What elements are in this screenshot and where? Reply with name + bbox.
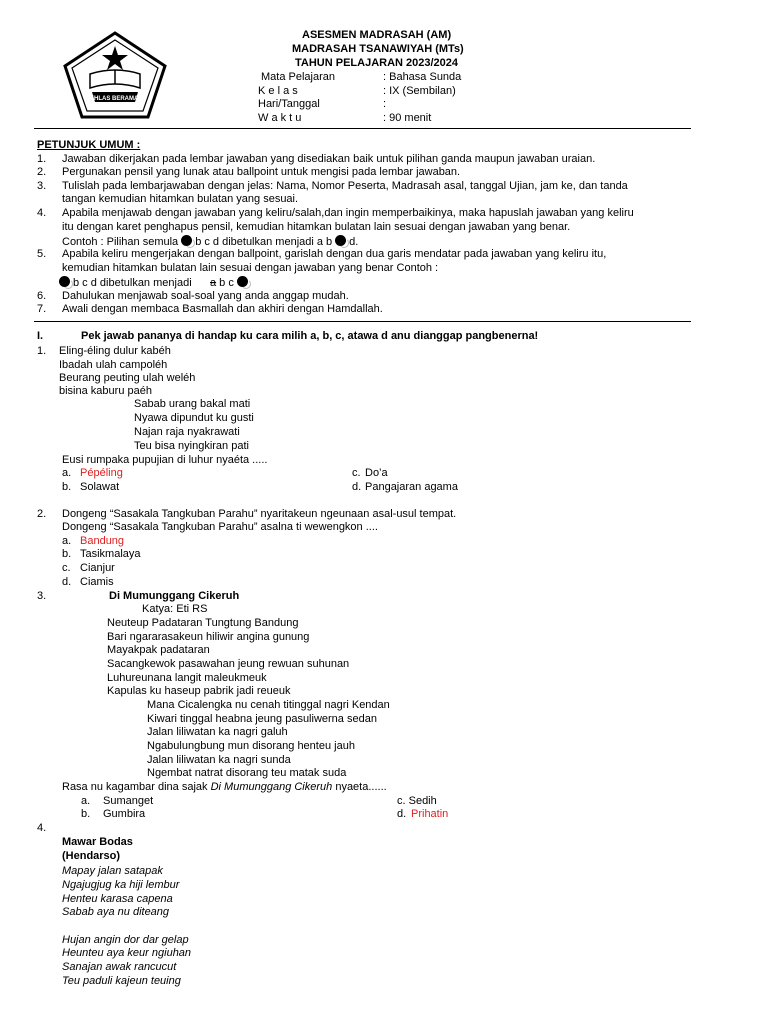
petunjuk-line: Jawaban dikerjakan pada lembar jawaban yang disediakan baik untuk pilihan ganda maupun jawaban uraian.	[62, 153, 596, 165]
question-num: 2.	[37, 508, 47, 520]
option-key[interactable]: c.	[62, 562, 71, 574]
filled-bubble-icon	[335, 235, 346, 246]
poem-line: Neuteup Padataran Tungtung Bandung	[107, 617, 299, 629]
struck-answer: a	[209, 277, 217, 289]
section-instruction: Pek jawab pananya di handap ku cara milih a, b, c, atawa d anu dianggap pangbenerna!	[81, 330, 539, 342]
madrasah-logo	[62, 30, 168, 120]
petunjuk-num: 7.	[37, 303, 47, 315]
option-key[interactable]: b.	[62, 481, 72, 493]
poem-line: Luhureunana langit maleukmeuk	[107, 672, 267, 684]
question-num: 1.	[37, 345, 47, 357]
poem-line: Teu bisa nyingkiran pati	[134, 440, 249, 452]
question-text	[62, 781, 387, 794]
petunjuk-line: Apabila menjawab dengan jawaban yang keliru/salah,dan ingin memperbaikinya, maka hapuslah jawaban yang keliru	[62, 207, 634, 219]
petunjuk-line: Apabila keliru mengerjakan dengan ballpoint, garislah dengan dua garis mendatar pada jawaban yang keliru itu,	[62, 248, 607, 260]
question-text: Eusi rumpaka pupujian di luhur nyaéta .....	[62, 454, 268, 466]
petunjuk-line: Tulislah pada lembarjawaban dengan jelas: Nama, Nomor Peserta, Madrasah asal, tanggal Ujian, jam ke, dan tanda	[62, 180, 628, 192]
poem-line: Ngajugjug ka hiji lembur	[62, 879, 180, 891]
question-text-post: nyaeta......	[332, 781, 387, 793]
petunjuk-num: 4.	[37, 207, 47, 219]
question-text: Dongeng “Sasakala Tangkuban Parahu” asalna ti wewengkon ....	[62, 521, 378, 533]
petunjuk-num: 6.	[37, 290, 47, 302]
poem-line: Teu paduli kajeun teuing	[62, 975, 181, 987]
header-title-3: TAHUN PELAJARAN 2023/2024	[295, 57, 459, 69]
info-value-time: : 90 menit	[383, 112, 432, 124]
petunjuk-num: 3.	[37, 180, 47, 192]
info-label-time: W a k t u	[258, 112, 302, 124]
poem-line: Ibadah ulah campoléh	[59, 359, 168, 371]
poem-line: Bari ngararasakeun hiliwir angina gunung	[107, 631, 310, 643]
svg-text:IKHLAS BERAMAL: IKHLAS BERAMAL	[88, 96, 142, 102]
filled-bubble-icon	[237, 276, 248, 287]
section-num: I.	[37, 330, 44, 342]
option-text[interactable]: c. Sedih	[397, 795, 437, 807]
petunjuk-line: Awali dengan membaca Basmallah dan akhiri dengan Hamdallah.	[62, 303, 383, 315]
petunjuk-heading: PETUNJUK UMUM :	[37, 139, 141, 151]
contoh-4-text-c: d.	[349, 236, 359, 248]
contoh-4-text-a: Contoh : Pilihan semula	[62, 236, 179, 248]
petunjuk-line: tangan kemudian hitamkan bulatan yang sesuai.	[62, 193, 299, 205]
option-key[interactable]: d.	[352, 481, 362, 493]
poem-line: Ngembat natrat disorang teu matak suda	[147, 767, 347, 779]
option-text[interactable]: Pangajaran agama	[365, 481, 458, 493]
poem-line: Kapulas ku haseup pabrik jadi reueuk	[107, 685, 291, 697]
option-key[interactable]: a.	[62, 535, 72, 547]
poem-line: Hujan angin dor dar gelap	[62, 934, 189, 946]
info-value-class: : IX (Sembilan)	[383, 85, 456, 97]
petunjuk-num: 1.	[37, 153, 47, 165]
option-key[interactable]: d.	[397, 808, 407, 820]
poem-line: Mapay jalan satapak	[62, 865, 163, 877]
poem-line: Mana Cicalengka nu cenah titinggal nagri Kendan	[147, 699, 390, 711]
info-value-date: :	[383, 98, 387, 110]
question-num: 4.	[37, 822, 47, 834]
info-label-subject: Mata Pelajaran	[261, 71, 335, 83]
question-text-italic: Di Mumunggang Cikeruh	[210, 781, 333, 793]
poem-line: Jalan liliwatan ka nagri galuh	[147, 726, 288, 738]
header-divider	[34, 128, 691, 129]
contoh-5-text-b: b c	[219, 277, 234, 289]
option-text[interactable]: Ciamis	[80, 576, 114, 588]
poem-line: Nyawa dipundut ku gusti	[134, 412, 254, 424]
option-correct[interactable]: Prihatin	[411, 808, 449, 820]
option-key[interactable]: b.	[81, 808, 91, 820]
petunjuk-num: 2.	[37, 166, 47, 178]
section-divider	[34, 321, 691, 322]
option-key[interactable]: a.	[62, 467, 72, 479]
option-text[interactable]: Sumanget	[103, 795, 154, 807]
filled-bubble-icon	[181, 235, 192, 246]
poem-line: Heunteu aya keur ngiuhan	[62, 947, 192, 959]
option-key[interactable]: b.	[62, 548, 72, 560]
poem-author: (Hendarso)	[62, 850, 121, 862]
option-text[interactable]: Gumbira	[103, 808, 146, 820]
poem-line: Sacangkewok pasawahan jeung rewuan suhunan	[107, 658, 350, 670]
option-key[interactable]: c.	[352, 467, 361, 479]
petunjuk-line: Pergunakan pensil yang lunak atau ballpoint untuk mengisi pada lembar jawaban.	[62, 166, 461, 178]
option-correct[interactable]: Bandung	[80, 535, 125, 547]
poem-line: Henteu karasa capena	[62, 893, 173, 905]
header-title-1: ASESMEN MADRASAH (AM)	[302, 29, 452, 41]
poem-line: Ngabulungbung mun disorang henteu jauh	[147, 740, 355, 752]
option-key[interactable]: d.	[62, 576, 72, 588]
petunjuk-line: kemudian hitamkan bulatan lain sesuai dengan jawaban yang benar Contoh :	[62, 262, 439, 274]
poem-title: Di Mumunggang Cikeruh	[109, 590, 240, 602]
poem-line: Sabab aya nu diteang	[62, 906, 170, 918]
poem-author: Katya: Eti RS	[142, 603, 208, 615]
poem-line: Kiwari tinggal heabna jeung pasuliwerna sedan	[147, 713, 377, 725]
poem-line: Eling-éling dulur kabéh	[59, 345, 171, 357]
option-text[interactable]: Solawat	[80, 481, 120, 493]
poem-line: Najan raja nyakrawati	[134, 426, 240, 438]
question-text-pre: Rasa nu kagambar dina sajak	[62, 781, 211, 793]
contoh-4-text-b: b c d dibetulkan menjadi a b	[195, 236, 333, 248]
poem-line: Sanajan awak rancucut	[62, 961, 177, 973]
option-text[interactable]: Cianjur	[80, 562, 115, 574]
question-num: 3.	[37, 590, 47, 602]
option-text[interactable]: Do’a	[365, 467, 388, 479]
contoh-5	[56, 276, 251, 290]
contoh-5-text-a: b c d dibetulkan menjadi	[73, 277, 192, 289]
poem-line: Jalan liliwatan ka nagri sunda	[147, 754, 291, 766]
option-text[interactable]: Tasikmalaya	[80, 548, 141, 560]
petunjuk-num: 5.	[37, 248, 47, 260]
question-text: Dongeng “Sasakala Tangkuban Parahu” nyaritakeun ngeunaan asal-usul tempat.	[62, 508, 457, 520]
poem-line: Beurang peuting ulah weléh	[59, 372, 196, 384]
option-key[interactable]: a.	[81, 795, 91, 807]
poem-line: Mayakpak padataran	[107, 644, 210, 656]
contoh-4	[62, 235, 358, 249]
poem-line: bisina kaburu paéh	[59, 385, 152, 397]
option-correct[interactable]: Pépéling	[80, 467, 123, 479]
header-title-2: MADRASAH TSANAWIYAH (MTs)	[292, 43, 464, 55]
poem-title: Mawar Bodas	[62, 836, 133, 848]
filled-bubble-icon	[59, 276, 70, 287]
info-value-subject: : Bahasa Sunda	[383, 71, 462, 83]
petunjuk-line: itu dengan karet penghapus pensil, kemudian hitamkan bulatan lain sesuai dengan jawaban yang benar.	[62, 221, 571, 233]
petunjuk-line: Dahulukan menjawab soal-soal yang anda anggap mudah.	[62, 290, 349, 302]
info-label-date: Hari/Tanggal	[258, 98, 320, 110]
poem-line: Sabab urang bakal mati	[134, 398, 251, 410]
info-label-class: K e l a s	[258, 85, 298, 97]
